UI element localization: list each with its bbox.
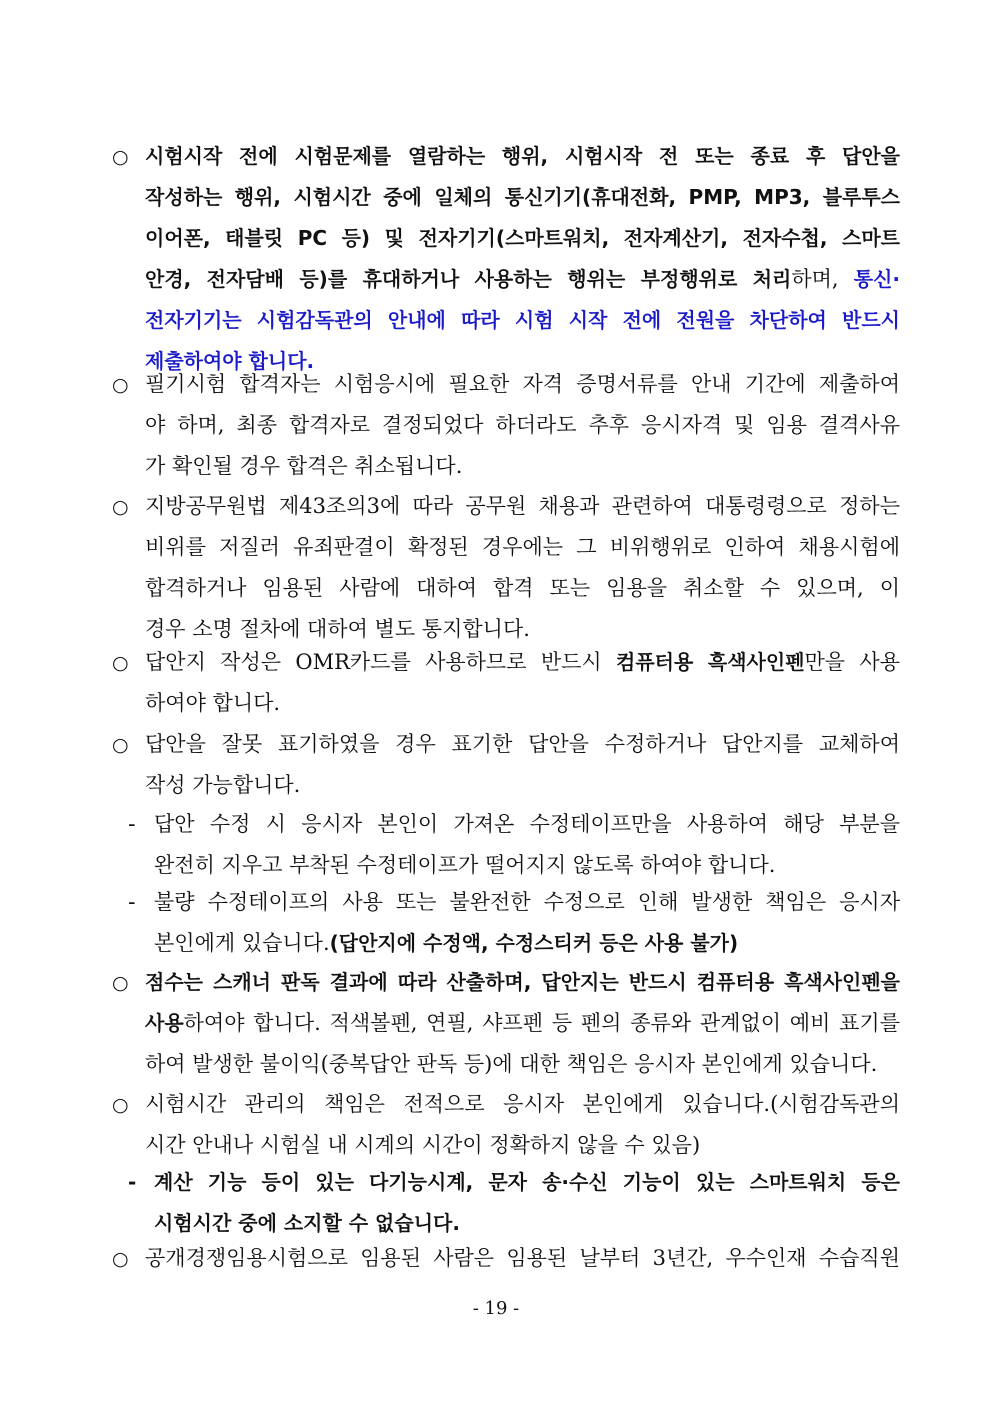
page-number: - 19 - [472, 1298, 520, 1319]
text-fragment: 하며, [791, 267, 854, 291]
sub-item-bad-tape [128, 882, 900, 964]
text-fragment: 답안지 작성은 OMR카드를 사용하므로 반드시 [145, 650, 617, 674]
notice-item-omr [112, 642, 900, 724]
text-line: 완전히 지우고 부착된 수정테이프가 떨어지지 않도록 하여야 합니다. [154, 853, 776, 877]
text-line: 시험시간 중에 소지할 수 없습니다. [154, 1211, 460, 1235]
text-line: 합격하거나 임용된 사람에 대하여 합격 또는 임용을 취소할 수 있으며, 이 [145, 576, 900, 600]
text-line: 이어폰, 태블릿 PC 등) 및 전자기기(스마트워치, 전자계산기, 전자수첩, 스마트 [145, 226, 900, 250]
bullet-icon: ○ [112, 146, 129, 168]
text-fragment: 본인에게 있습니다. [154, 931, 330, 955]
notice-item-cheating [112, 136, 900, 382]
notice-item-documents [112, 364, 900, 487]
bullet-icon: ○ [112, 496, 129, 518]
bullet-icon: ○ [112, 1094, 129, 1116]
text-line: 작성하는 행위, 시험시간 중에 일체의 통신기기(휴대전화, PMP, MP3, 블루투스 [145, 185, 900, 209]
text-line: 답안 수정 시 응시자 본인이 가져온 수정테이프만을 사용하여 해당 부분을 [154, 812, 900, 836]
bullet-icon: ○ [112, 1248, 129, 1270]
dash-icon: - [128, 890, 136, 914]
text-line: 지방공무원법 제43조의3에 따라 공무원 채용과 관련하여 대통령령으로 정하는 [145, 494, 900, 518]
bullet-icon: ○ [112, 374, 129, 396]
text-line: 시험시작 전에 시험문제를 열람하는 행위, 시험시작 전 또는 종료 후 답안을 [145, 144, 900, 168]
text-line: 전자기기는 시험감독관의 안내에 따라 시험 시작 전에 전원을 차단하여 반드시 [145, 308, 900, 332]
text-line: 시간 안내나 시험실 내 시계의 시간이 정확하지 않을 수 있음) [145, 1133, 701, 1157]
text-line: 제출하여야 합니다. [145, 349, 315, 373]
text-line: 하여야 합니다. [145, 691, 281, 715]
dash-icon: - [128, 1170, 137, 1194]
text-line: 작성 가능합니다. [145, 773, 301, 797]
text-line: 시험시간 관리의 책임은 전적으로 응시자 본인에게 있습니다.(시험감독관의 [145, 1092, 900, 1116]
text-fragment: 만을 사용 [804, 650, 900, 674]
notice-item-law [112, 486, 900, 650]
bullet-icon: ○ [112, 734, 129, 756]
dash-icon: - [128, 812, 136, 836]
sub-item-tape [128, 804, 900, 886]
text-line: 안경, 전자담배 등)를 휴대하거나 사용하는 행위는 부정행위로 처리 [145, 267, 792, 291]
text-line: 필기시험 합격자는 시험응시에 필요한 자격 증명서류를 안내 기간에 제출하여 [145, 372, 900, 396]
sub-item-smartwatch [128, 1162, 900, 1244]
text-line: 답안을 잘못 표기하였을 경우 표기한 답안을 수정하거나 답안지를 교체하여 [145, 732, 900, 756]
text-line: 계산 기능 등이 있는 다기능시계, 문자 송·수신 기능이 있는 스마트워치 등은 [154, 1170, 900, 1194]
text-line: 불량 수정테이프의 사용 또는 불완전한 수정으로 인해 발생한 책임은 응시자 [154, 890, 900, 914]
text-line: 야 하며, 최종 합격자로 결정되었다 하더라도 추후 응시자격 및 임용 결격사유 [145, 413, 900, 437]
notice-item-scanner [112, 962, 900, 1085]
text-line: 가 확인될 경우 합격은 취소됩니다. [145, 454, 463, 478]
text-fragment: 통신· [853, 267, 900, 291]
text-fragment: (답안지에 수정액, 수정스티커 등은 사용 불가) [329, 931, 739, 955]
text-line: 비위를 저질러 유죄판결이 확정된 경우에는 그 비위행위로 인하여 채용시험에 [145, 535, 900, 559]
notice-item-time [112, 1084, 900, 1166]
text-fragment: 사용 [145, 1011, 184, 1035]
text-fragment: 하여야 합니다. 적색볼펜, 연필, 샤프펜 등 펜의 종류와 관계없이 예비 표기를 [183, 1011, 900, 1035]
bullet-icon: ○ [112, 652, 129, 674]
text-fragment: 컴퓨터용 흑색사인펜 [616, 650, 805, 674]
bullet-icon: ○ [112, 972, 129, 994]
text-line: 공개경쟁임용시험으로 임용된 사람은 임용된 날부터 3년간, 우수인재 수습직원 [145, 1246, 900, 1270]
text-line: 하여 발생한 불이익(중복답안 판독 등)에 대한 책임은 응시자 본인에게 있습니다. [145, 1052, 878, 1076]
notice-item-probation [112, 1238, 900, 1279]
notice-item-correction [112, 724, 900, 806]
text-line: 경우 소명 절차에 대하여 별도 통지합니다. [145, 617, 530, 641]
text-line: 점수는 스캐너 판독 결과에 따라 산출하며, 답안지는 반드시 컴퓨터용 흑색사인펜을 [145, 970, 900, 994]
